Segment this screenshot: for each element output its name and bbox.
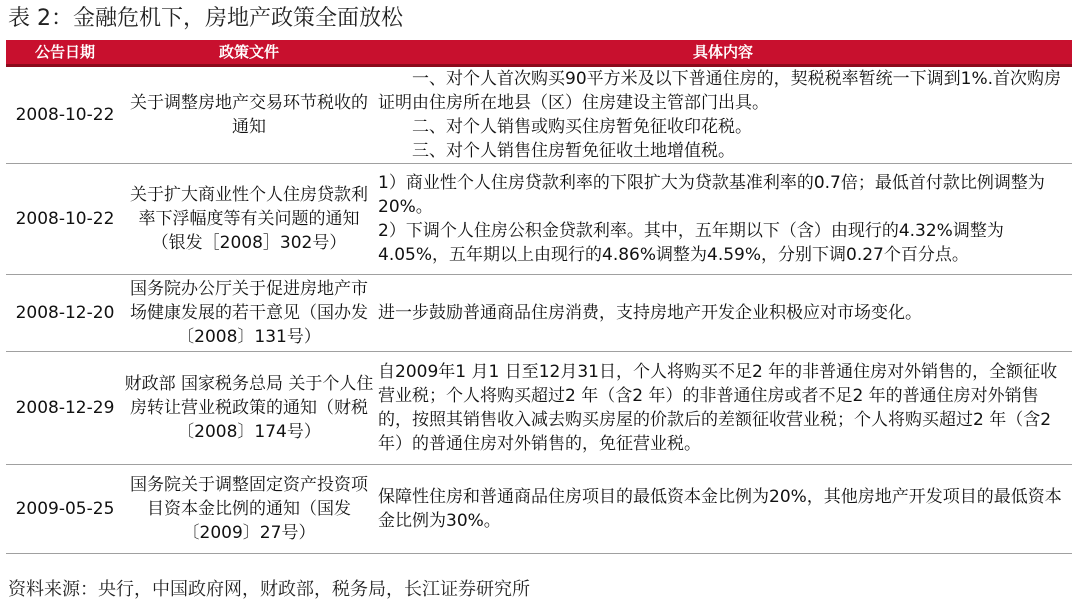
policy-table [6, 40, 1072, 554]
content-line: 1）商业性个人住房贷款利率的下限扩大为贷款基准利率的0.7倍；最低首付款比例调整为20%。 [378, 173, 1045, 217]
table-row [6, 67, 1072, 164]
row-date: 2008-10-22 [15, 209, 115, 229]
content-line: 一、对个人首次购买90平方米及以下普通住房的，契税税率暂统一下调到1%.首次购房证明由住房所在地县（区）住房建设主管部门出具。 [378, 69, 1062, 113]
table-row [6, 275, 1072, 352]
row-content [374, 465, 1072, 553]
row-date: 2008-12-29 [15, 398, 115, 418]
content-line: 二、对个人销售或购买住房暂免征收印花税。 [412, 117, 752, 137]
table-title: 表 2：金融危机下，房地产政策全面放松 [8, 6, 403, 31]
table-row [6, 352, 1072, 465]
header-content: 具体内容 [692, 43, 753, 61]
row-doc: 财政部 国家税务总局 关于个人住房转让营业税政策的通知（财税〔2008〕174号） [124, 374, 374, 442]
row-content [374, 67, 1072, 163]
source-note: 资料来源：央行，中国政府网，财政部，税务局，长江证券研究所 [8, 579, 530, 600]
row-content [374, 164, 1072, 274]
table-header [6, 40, 1072, 67]
row-doc: 关于扩大商业性个人住房贷款利率下浮幅度等有关问题的通知（银发［2008］302号） [130, 185, 368, 253]
header-doc: 政策文件 [218, 43, 279, 61]
header-date: 公告日期 [34, 43, 95, 61]
row-doc: 国务院关于调整固定资产投资项目资本金比例的通知（国发〔2009〕27号） [130, 475, 368, 543]
row-date: 2009-05-25 [15, 499, 115, 519]
row-content [374, 275, 1072, 351]
content-line: 三、对个人销售住房暂免征收土地增值税。 [412, 141, 735, 161]
row-content [374, 352, 1072, 464]
table-row [6, 465, 1072, 554]
row-date: 2008-12-20 [15, 303, 115, 323]
content-line: 进一步鼓励普通商品住房消费，支持房地产开发企业积极应对市场变化。 [378, 303, 922, 323]
table-row [6, 164, 1072, 275]
row-doc: 国务院办公厅关于促进房地产市场健康发展的若干意见（国办发〔2008〕131号） [130, 279, 368, 347]
row-doc: 关于调整房地产交易环节税收的通知 [130, 93, 368, 137]
row-date: 2008-10-22 [15, 105, 115, 125]
content-line: 保障性住房和普通商品住房项目的最低资本金比例为20%，其他房地产开发项目的最低资本金比例为30%。 [378, 487, 1062, 531]
content-line: 自2009年1 月1 日至12月31日，个人将购买不足2 年的非普通住房对外销售的，全额征收营业税；个人将购买超过2 年（含2 年）的非普通住房或者不足2 年的普通住房对外销售的，按照其销售收入减去购买房屋的价款后的差额征收营业税；个人将购买超过2 年（含2 年）的普通住房对外销售的，免征营业税。 [378, 362, 1058, 454]
content-line: 2）下调个人住房公积金贷款利率。其中，五年期以下（含）由现行的4.32%调整为4.05%，五年期以上由现行的4.86%调整为4.59%，分别下调0.27个百分点。 [378, 221, 1004, 265]
